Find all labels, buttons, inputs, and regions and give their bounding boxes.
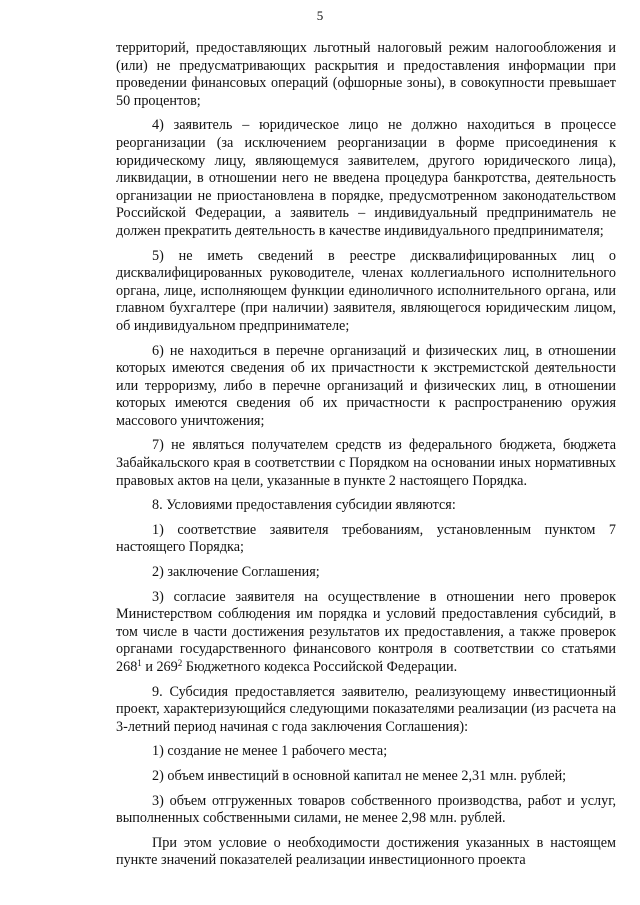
condition-3-middle: и 269	[141, 659, 178, 675]
paragraph-item-6-extremism: 6) не находиться в перечне организаций и физических лиц, в отношении которых имеются сведения об их причастности к экстремистской деятельности или терроризму, либо в перечне организаций и физических лиц, в отношении которых имеются сведения об их причастности к распространению оружия массового уничтожения;	[116, 342, 616, 429]
paragraph-achievement-condition: При этом условие о необходимости достижения указанных в настоящем пункте значений показателей реализации инвестиционного проекта	[116, 834, 616, 869]
paragraph-condition-2: 2) заключение Соглашения;	[152, 564, 320, 581]
paragraph-indicator-3: 3) объем отгруженных товаров собственного производства, работ и услуг, выполненных собственными силами, не менее 2,98 млн. рублей.	[116, 792, 616, 827]
paragraph-item-4-reorganization: 4) заявитель – юридическое лицо не должно находиться в процессе реорганизации (за исключением реорганизации в форме присоединения к юридическому лицу, являющемуся заявителем, другого юридического лица), ликвидации, в отношении него не введена процедура банкротства, деятельность организации не приостановлена в порядке, предусмотренном законодательством Российской Федерации, а заявитель – индивидуальный предприниматель не должен прекратить деятельность в качестве индивидуального предпринимателя;	[116, 117, 616, 239]
paragraph-section-9-subsidy: 9. Субсидия предоставляется заявителю, реализующему инвестиционный проект, характеризующийся следующими показателями реализации (из расчета на 3-летний период начиная с года заключения Соглашения):	[116, 683, 616, 735]
condition-3-end: Бюджетного кодекса Российской Федерации.	[182, 659, 458, 675]
paragraph-offshore-continuation: территорий, предоставляющих льготный налоговый режим налогообложения и (или) не предусматривающих раскрытия и предоставления информации при проведении финансовых операций (офшорные зоны), в совокупности превышает 50 процентов;	[116, 40, 616, 109]
document-body	[116, 40, 616, 870]
paragraph-item-5-disqualified: 5) не иметь сведений в реестре дисквалифицированных лиц о дисквалифицированных руководителе, членах коллегиального исполнительного органа, лице, исполняющем функции единоличного исполнительного органа, или главном бухгалтере (при наличии) заявителя, являющегося юридическим лицом, об индивидуальном предпринимателе;	[116, 247, 616, 334]
page-number: 5	[316, 8, 324, 23]
paragraph-section-8-conditions: 8. Условиями предоставления субсидии являются:	[152, 497, 456, 514]
superscript-2: 2	[177, 658, 183, 668]
paragraph-item-7-budget: 7) не являться получателем средств из федерального бюджета, бюджета Забайкальского края в соответствии с Порядком на основании иных нормативных правовых актов на цели, указанные в пункте 2 настоящего Порядка.	[116, 437, 616, 489]
paragraph-condition-3	[116, 589, 616, 677]
superscript-1: 1	[137, 658, 142, 668]
paragraph-condition-1: 1) соответствие заявителя требованиям, установленным пунктом 7 настоящего Порядка;	[116, 521, 616, 556]
paragraph-indicator-1: 1) создание не менее 1 рабочего места;	[152, 743, 388, 760]
paragraph-indicator-2: 2) объем инвестиций в основной капитал не менее 2,31 млн. рублей;	[152, 767, 567, 784]
condition-3-text: 3) согласие заявителя на осуществление в отношении него проверок Министерством соблюдения им порядка и условий предоставления субсидий, в том числе в части достижения результатов их предоставления, а также проверок органами государственного финансового контроля в соответствии со статьями 268	[116, 588, 616, 675]
